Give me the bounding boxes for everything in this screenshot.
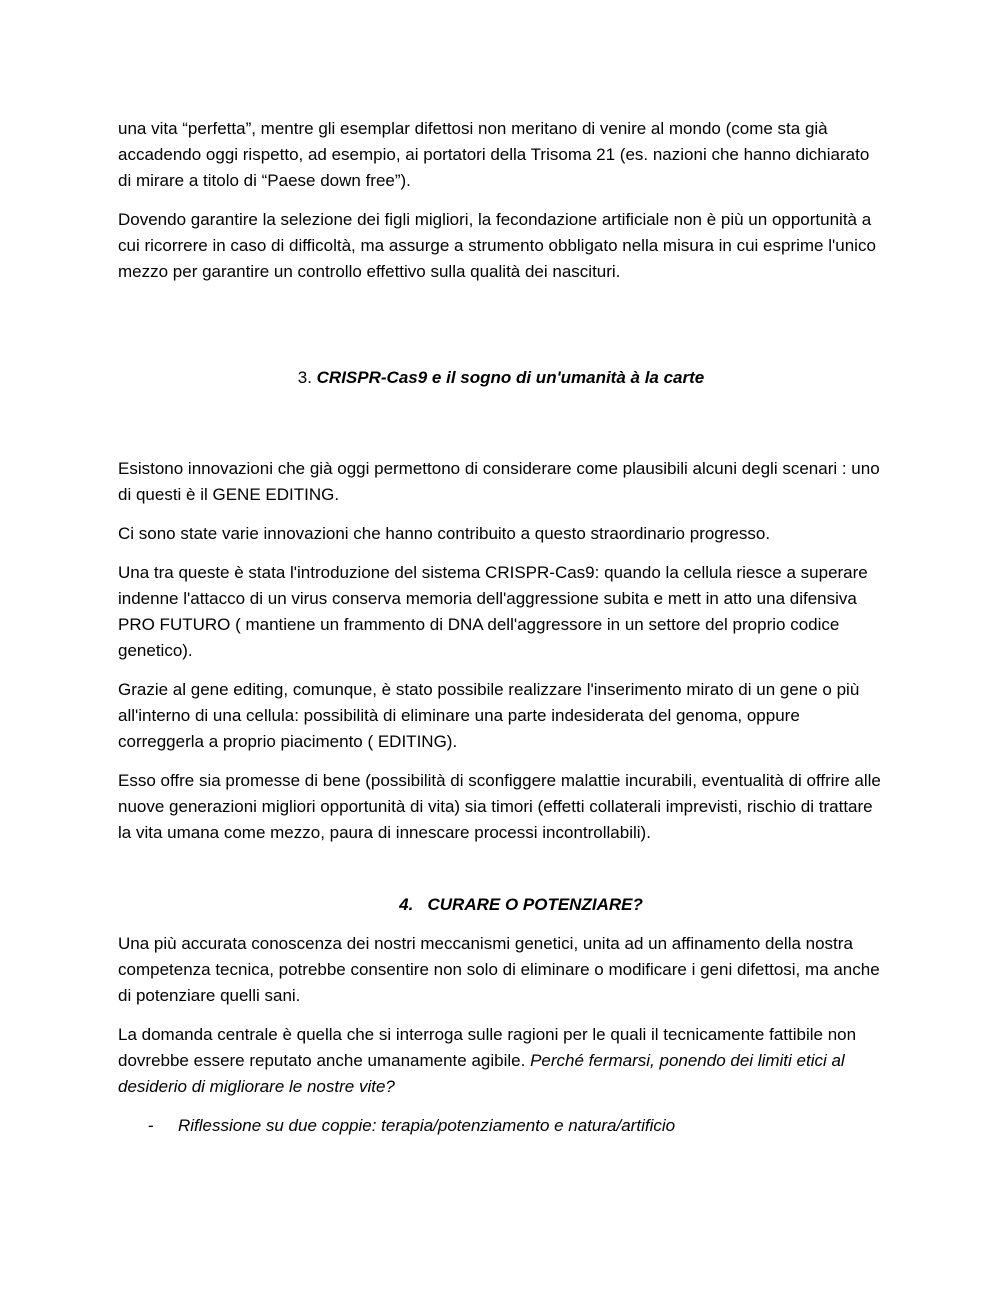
paragraph — [118, 1022, 884, 1100]
paragraph: Esso offre sia promesse di bene (possibilità di sconfiggere malattie incurabili, eventualità di offrire alle nuove generazioni migliori opportunità di vita) sia timori (effetti collaterali imprevisti, rischio di trattare la vita umana come mezzo, paura di innescare processi incontrollabili). — [118, 771, 881, 842]
paragraph: Una più accurata conoscenza dei nostri meccanismi genetici, unita ad un affinamento della nostra competenza tecnica, potrebbe consentire non solo di eliminare o modificare i geni difettosi, ma anche di potenziare quelli sani. — [118, 934, 880, 1005]
section-3-title: CRISPR-Cas9 e il sogno di un'umanità à la carte — [316, 368, 705, 387]
list-item-text: Riflessione su due coppie: terapia/potenziamento e natura/artificio — [178, 1116, 676, 1135]
paragraph: Ci sono state varie innovazioni che hanno contribuito a questo straordinario progresso. — [118, 524, 771, 543]
section-3-number: 3. — [297, 368, 317, 387]
paragraph: Grazie al gene editing, comunque, è stato possibile realizzare l'inserimento mirato di un gene o più all'interno di una cellula: possibilità di eliminare una parte indesiderata del genoma, oppure correggerla a proprio piacimento ( EDITING). — [118, 680, 860, 751]
paragraph-text: La domanda centrale è quella che si interroga sulle ragioni per le quali il tecnicamente fattibile non dovrebbe essere reputato anche umanamente agibile. — [118, 1025, 857, 1070]
paragraph: Dovendo garantire la selezione dei figli migliori, la fecondazione artificiale non è più un opportunità a cui ricorrere in caso di difficoltà, ma assurge a strumento obbligato nella misura in cui esprime l'unico mezzo per garantire un controllo effettivo sulla qualità dei nascituri. — [118, 210, 876, 281]
paragraph: una vita “perfetta”, mentre gli esemplar difettosi non meritano di venire al mondo (come sta già accadendo oggi rispetto, ad esempio, ai portatori della Trisoma 21 (es. nazioni che hanno dichiarato di mirare a titolo di “Paese down free”). — [118, 119, 870, 190]
paragraph: Una tra queste è stata l'introduzione del sistema CRISPR-Cas9: quando la cellula riesce a superare indenne l'attacco di un virus conserva memoria dell'aggressione subita e mett in atto una difensiva PRO FUTURO ( mantiene un frammento di DNA dell'aggressore in un settore del proprio codice genetico). — [118, 563, 868, 660]
paragraph: Esistono innovazioni che già oggi permettono di considerare come plausibili alcuni degli scenari : uno di questi è il GENE EDITING. — [118, 459, 880, 504]
section-4-heading: 4. CURARE O POTENZIARE? — [399, 895, 643, 914]
list-dash: - — [148, 1116, 154, 1135]
paragraph-italic-question: Perché fermarsi, ponendo dei limiti etici al desiderio di migliorare le nostre vite? — [118, 1051, 845, 1096]
section-3-heading — [118, 365, 884, 391]
document-page — [118, 116, 884, 1139]
list-item — [118, 1113, 884, 1139]
